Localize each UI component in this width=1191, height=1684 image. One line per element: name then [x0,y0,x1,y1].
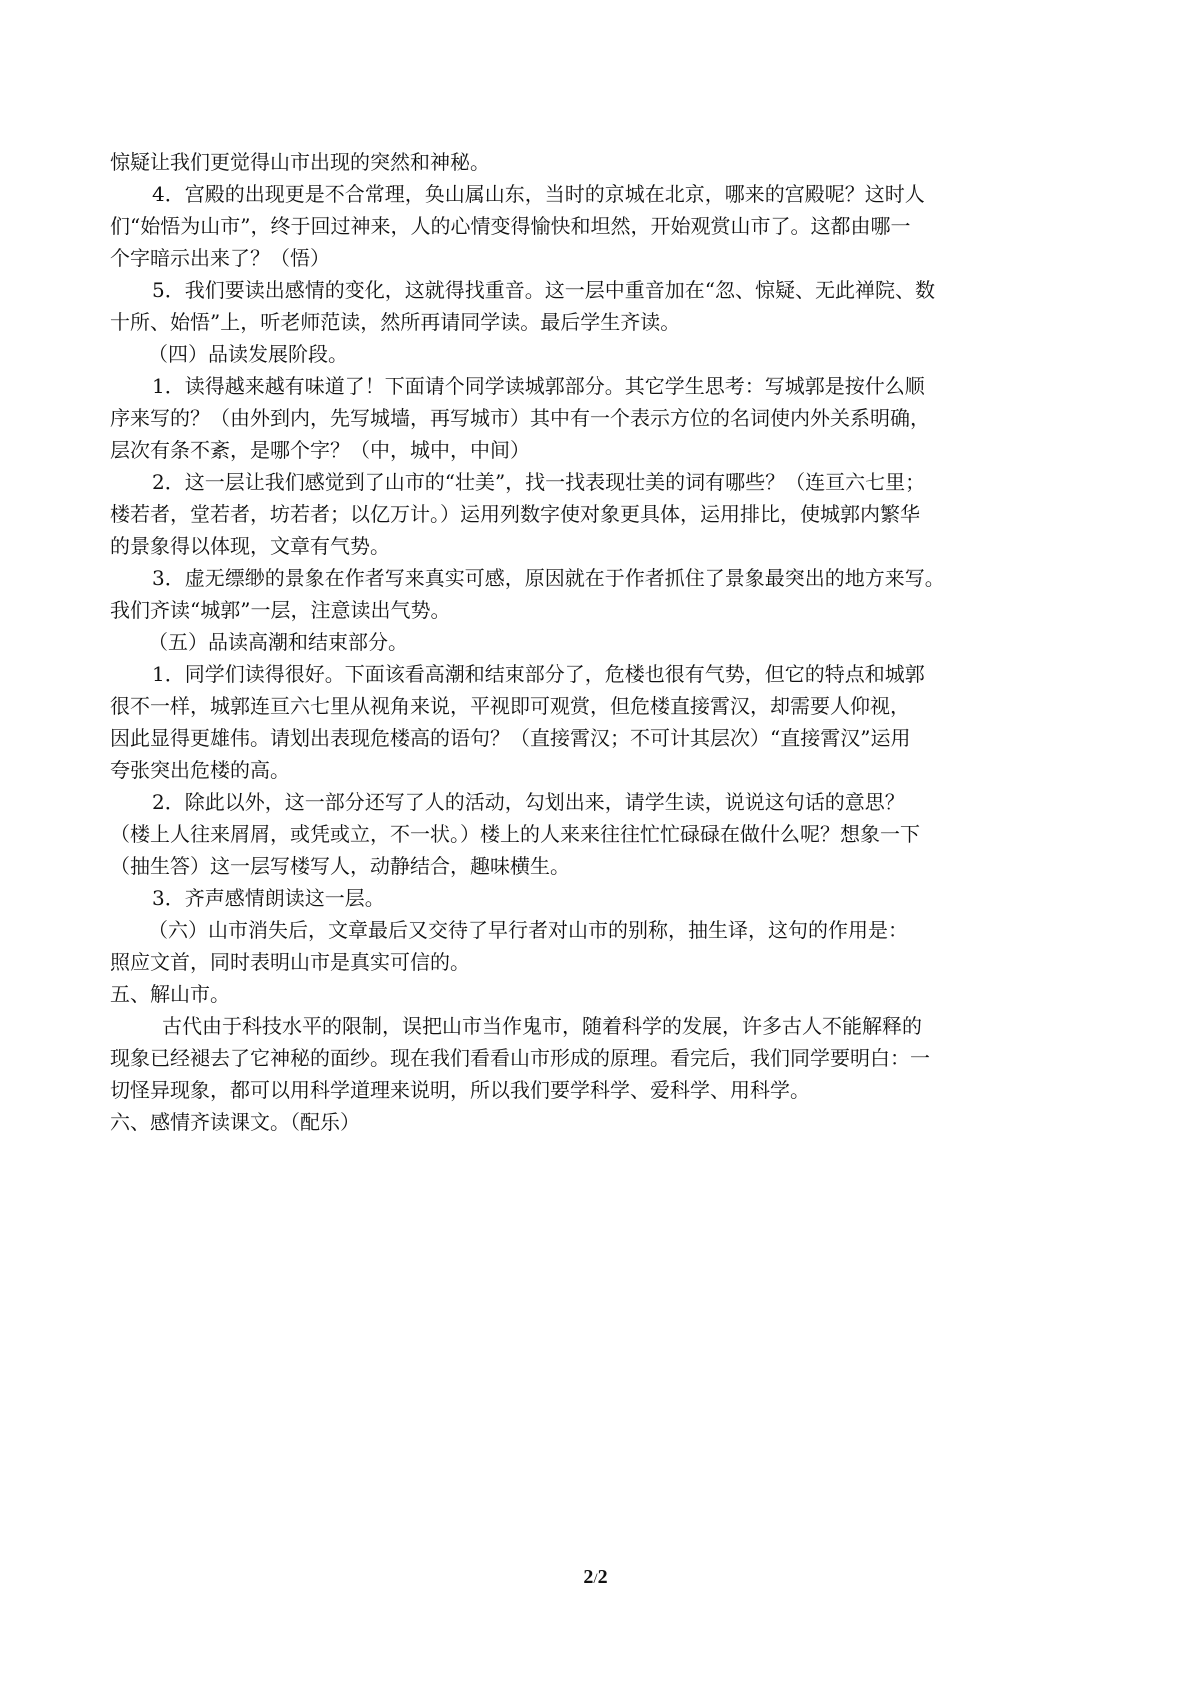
section-heading: 六、感情齐读课文。（配乐） [110,1110,360,1134]
section-heading: 五、解山市。 [110,982,230,1006]
body-text [110,146,1085,1138]
text-line: 我们齐读“城郭”一层，注意读出气势。 [110,598,451,622]
text-line: 十所、始悟”上，听老师范读，然所再请同学读。最后学生齐读。 [110,310,681,334]
page-current: 2 [583,1566,594,1588]
text-line: 1．同学们读得很好。下面该看高潮和结束部分了，危楼也很有气势，但它的特点和城郭 [152,662,925,686]
section-heading: （五）品读高潮和结束部分。 [148,630,408,654]
text-line: 因此显得更雄伟。请划出表现危楼高的语句？（直接霄汉；不可计其层次）“直接霄汉”运用 [110,726,911,750]
text-line: 2．这一层让我们感觉到了山市的“壮美”，找一找表现壮美的词有哪些？（连亘六七里； [152,470,926,494]
text-line: 1．读得越来越有味道了！下面请个同学读城郭部分。其它学生思考：写城郭是按什么顺 [152,374,925,398]
text-line: 们“始悟为山市”，终于回过神来，人的心情变得愉快和坦然，开始观赏山市了。这都由哪一 [110,214,911,238]
text-line: 的景象得以体现，文章有气势。 [110,534,390,558]
text-line: 现象已经褪去了它神秘的面纱。现在我们看看山市形成的原理。看完后，我们同学要明白：一 [110,1046,930,1070]
text-line: 切怪异现象，都可以用科学道理来说明，所以我们要学科学、爱科学、用科学。 [110,1078,810,1102]
page-separator: / [593,1571,598,1587]
text-line: 5．我们要读出感情的变化，这就得找重音。这一层中重音加在“忽、惊疑、无此禅院、数 [152,278,935,302]
section-heading: （六）山市消失后，文章最后又交待了早行者对山市的别称，抽生译，这句的作用是： [148,918,908,942]
page-number [0,1565,1191,1591]
text-line: 楼若者，堂若者，坊若者；以亿万计。）运用列数字使对象更具体，运用排比，使城郭内繁华 [110,502,920,526]
section-heading: （四）品读发展阶段。 [148,342,348,366]
text-line: 2．除此以外，这一部分还写了人的活动，勾划出来，请学生读，说说这句话的意思？ [152,790,905,814]
text-line: 个字暗示出来了？（悟） [110,246,330,270]
text-line: （楼上人往来屑屑，或凭或立，不一状。）楼上的人来来往往忙忙碌碌在做什么呢？想象一下 [110,822,920,846]
text-line: 层次有条不紊，是哪个字？（中，城中，中间） [110,438,530,462]
text-line: 序来写的？（由外到内，先写城墙，再写城市）其中有一个表示方位的名词使内外关系明确， [110,406,930,430]
text-line: （抽生答）这一层写楼写人，动静结合，趣味横生。 [110,854,570,878]
text-line: 夸张突出危楼的高。 [110,758,290,782]
text-line: 很不一样，城郭连亘六七里从视角来说，平视即可观赏，但危楼直接霄汉，却需要人仰视， [110,694,910,718]
text-line: 惊疑让我们更觉得山市出现的突然和神秘。 [110,150,490,174]
text-line: 4．宫殿的出现更是不合常理，奂山属山东，当时的京城在北京，哪来的宫殿呢？这时人 [152,182,925,206]
page-total: 2 [597,1566,608,1588]
text-line: 照应文首，同时表明山市是真实可信的。 [110,950,470,974]
text-line: 3．齐声感情朗读这一层。 [152,886,385,910]
text-line: 古代由于科技水平的限制，误把山市当作鬼市，随着科学的发展，许多古人不能解释的 [162,1014,922,1038]
text-line: 3．虚无缥缈的景象在作者写来真实可感，原因就在于作者抓住了景象最突出的地方来写。 [152,566,945,590]
